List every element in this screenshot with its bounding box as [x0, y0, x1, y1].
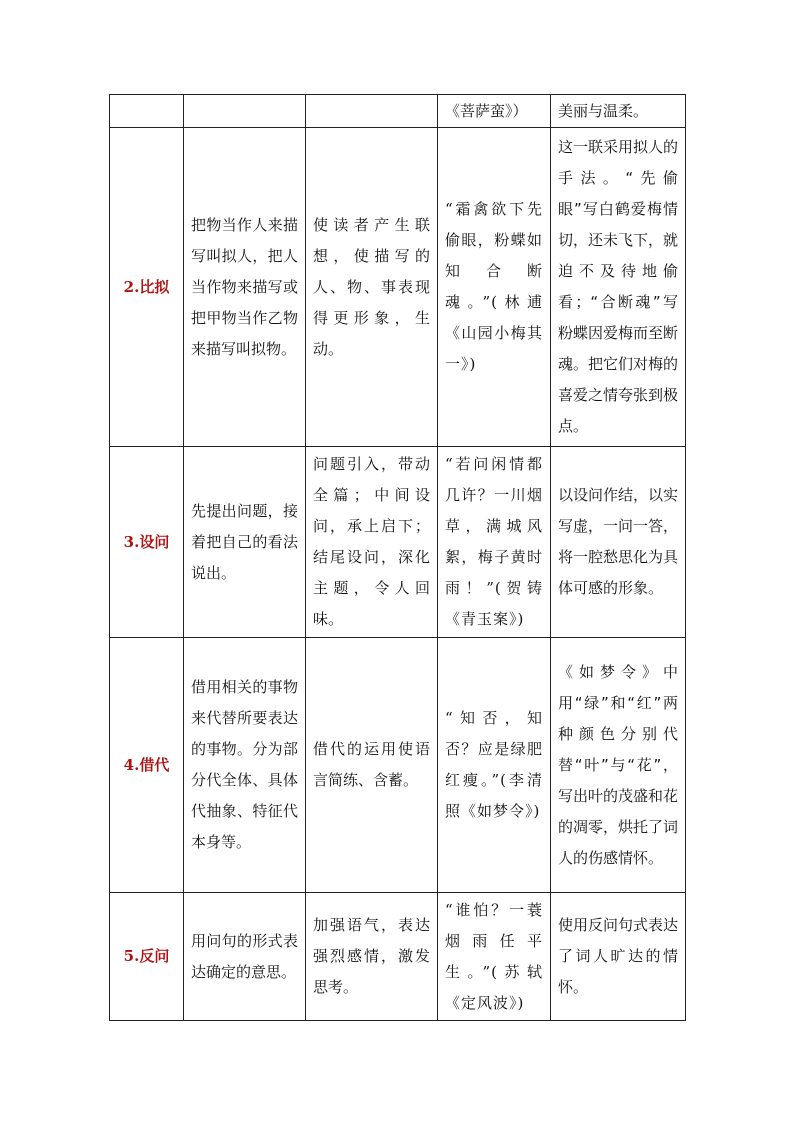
definition-text: 把物当作人来描写叫拟人，把人当作物来描写或把甲物当作乙物来描写叫拟物。 [191, 215, 298, 358]
analysis-cell [551, 447, 686, 638]
table-row [110, 128, 686, 447]
definition-cell [184, 128, 306, 447]
rhetoric-table [109, 94, 686, 1021]
device-name: 4.借代 [123, 755, 170, 774]
effect-text: 使读者产生联想，使描写的人、物、事表现得更形象，生动。 [313, 215, 430, 358]
device-name: 5.反问 [123, 947, 170, 965]
effect-cell [306, 638, 438, 893]
example-text: “谁怕？一蓑烟雨任平生。”(苏轼《定风波》) [445, 900, 543, 1012]
definition-cell [184, 638, 306, 893]
analysis-text: 《如梦令》中用“绿”和“红”两种颜色分别代替“叶”与“花”，写出叶的茂盛和花的凋零，烘托了词人的伤感情怀。 [558, 662, 679, 867]
definition-cell [184, 893, 306, 1021]
analysis-text: 这一联采用拟人的手法。“先偷眼”写白鹤爱梅情切，还未飞下，就迫不及待地偷看；“合断魂”写粉蝶因爱梅而至断魂。把它们对梅的喜爱之情夸张到极点。 [558, 138, 679, 435]
device-name: 2.比拟 [123, 277, 170, 296]
analysis-cell [551, 128, 686, 447]
effect-text: 借代的运用使语言简练、含蓄。 [313, 740, 430, 789]
effect-cell [306, 128, 438, 447]
table-row [110, 638, 686, 893]
analysis-text: 使用反问句式表达了词人旷达的情怀。 [558, 916, 679, 996]
effect-cell [306, 447, 438, 638]
example-cell [438, 95, 551, 128]
analysis-cell [551, 95, 686, 128]
analysis-cell [551, 638, 686, 893]
example-text: 《菩萨蛮》） [445, 101, 528, 120]
device-name-cell [110, 128, 184, 447]
example-text: “霜禽欲下先偷眼，粉蝶如知合断魂。”(林逋《山园小梅其一》) [445, 200, 543, 373]
effect-text: 问题引入，带动全篇；中间设问，承上启下；结尾设问，深化主题，令人回味。 [313, 455, 430, 628]
device-name: 3.设问 [123, 532, 170, 551]
definition-cell [184, 447, 306, 638]
table-row [110, 893, 686, 1021]
example-cell [438, 638, 551, 893]
effect-cell [306, 95, 438, 128]
analysis-cell [551, 893, 686, 1021]
device-name-cell [110, 638, 184, 893]
device-name-cell [110, 893, 184, 1021]
effect-cell [306, 893, 438, 1021]
example-text: “若问闲情都几许？一川烟草，满城风絮，梅子黄时雨！”(贺铸《青玉案》) [445, 455, 543, 628]
table-row [110, 447, 686, 638]
analysis-text: 美丽与温柔。 [558, 101, 649, 120]
example-cell [438, 893, 551, 1021]
definition-text: 用问句的形式表达确定的意思。 [191, 931, 298, 981]
definition-text: 借用相关的事物来代替所要表达的事物。分为部分代全体、具体代抽象、特征代本身等。 [191, 678, 298, 851]
definition-text: 先提出问题，接着把自己的看法说出。 [191, 501, 298, 582]
analysis-text: 以设问作结，以实写虚，一问一答，将一腔愁思化为具体可感的形象。 [558, 486, 679, 597]
example-cell [438, 447, 551, 638]
table-row [110, 95, 686, 128]
definition-cell [184, 95, 306, 128]
device-name-cell [110, 447, 184, 638]
effect-text: 加强语气，表达强烈感情，激发思考。 [313, 916, 430, 996]
device-name-cell [110, 95, 184, 128]
example-cell [438, 128, 551, 447]
example-text: “知否，知否？应是绿肥红瘦。”(李清照《如梦令》) [445, 709, 543, 820]
